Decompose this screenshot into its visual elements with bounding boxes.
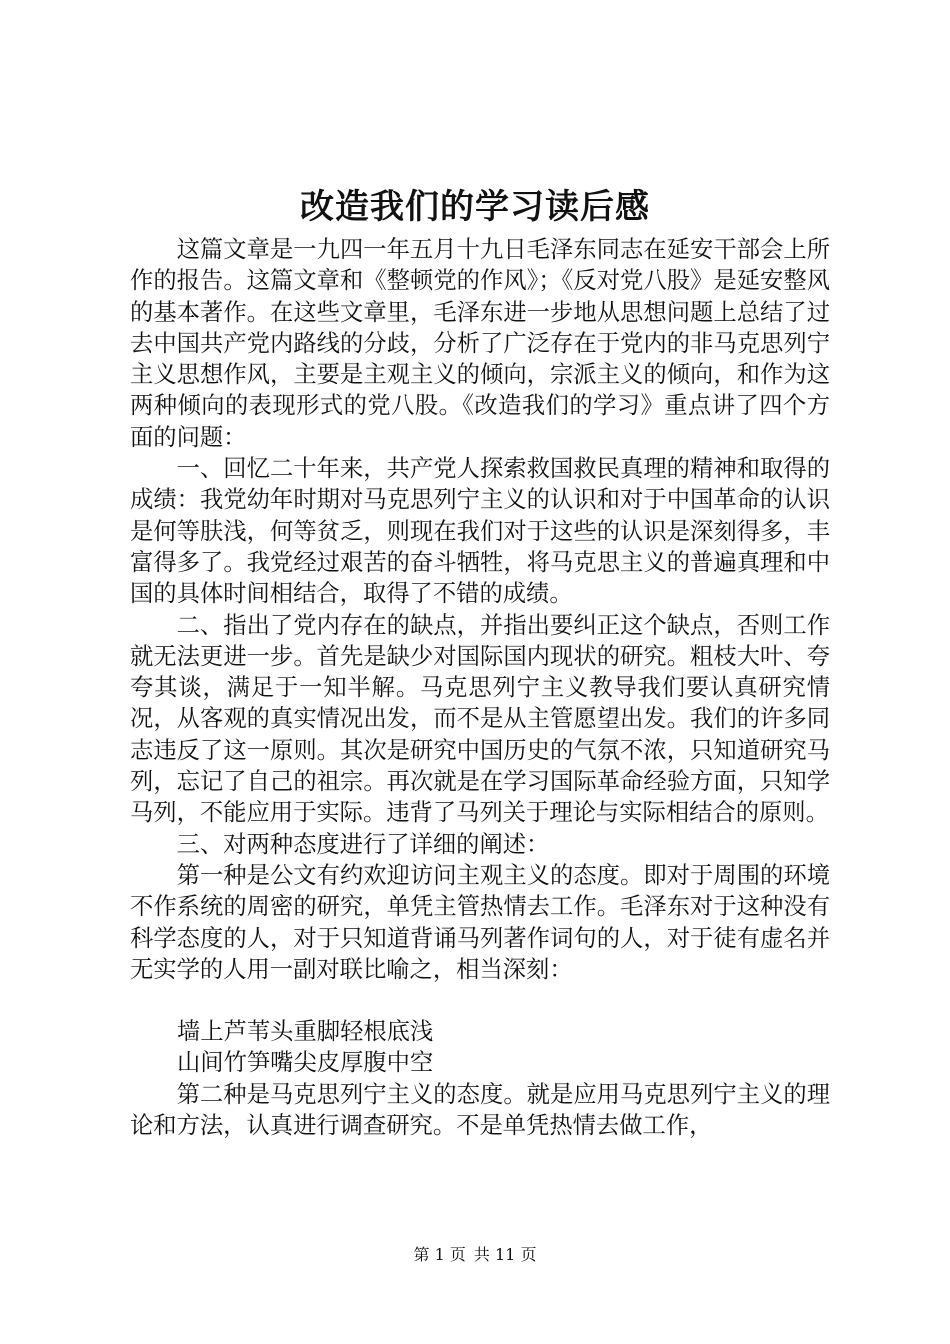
paragraph-second-attitude: 第二种是马克思列宁主义的态度。就是应用马克思列宁主义的理论和方法，认真进行调查研究。不是单凭热情去做工作， [130, 1080, 830, 1140]
document-body [130, 234, 830, 1141]
page-number: 第 1 页 [413, 1245, 466, 1264]
page-total: 共 11 页 [473, 1245, 537, 1264]
paragraph-first-attitude: 第一种是公文有约欢迎访问主观主义的态度。即对于周围的环境不作系统的周密的研究，单凭主管热情去工作。毛泽东对于这种没有科学态度的人，对于只知道背诵马列著作词句的人，对于徒有虚名并无实学的人用一副对联比喻之，相当深刻： [130, 861, 830, 983]
page-footer [0, 1244, 950, 1266]
paragraph-point-two: 二、指出了党内存在的缺点，并指出要纠正这个缺点，否则工作就无法更进一步。首先是缺少对国际国内现状的研究。粗枝大叶、夸夸其谈，满足于一知半解。马克思列宁主义教导我们要认真研究情况，从客观的真实情况出发，而不是从主管愿望出发。我们的许多同志违反了这一原则。其次是研究中国历史的气氛不浓，只知道研究马列，忘记了自己的祖宗。再次就是在学习国际革命经验方面，只知学马列，不能应用于实际。违背了马列关于理论与实际相结合的原则。 [130, 611, 830, 827]
couplet-line-second: 山间竹笋嘴尖皮厚腹中空 [177, 1049, 434, 1077]
paragraph-intro: 这篇文章是一九四一年五月十九日毛泽东同志在延安干部会上所作的报告。这篇文章和《整顿党的作风》；《反对党八股》是延安整风的基本著作。在这些文章里，毛泽东进一步地从思想问题上总结了过去中国共产党内路线的分歧，分析了广泛存在于党内的非马克思列宁主义思想作风，主要是主观主义的倾向，宗派主义的倾向，和作为这两种倾向的表现形式的党八股。《改造我们的学习》重点讲了四个方面的问题： [130, 236, 830, 451]
document-title: 改造我们的学习读后感 [300, 187, 650, 227]
paragraph-point-three: 三、对两种态度进行了详细的阐述： [176, 830, 550, 858]
couplet-line-first: 墙上芦苇头重脚轻根底浅 [177, 1018, 434, 1046]
paragraph-point-one: 一、回忆二十年来，共产党人探索救国救民真理的精神和取得的成绩：我党幼年时期对马克思列宁主义的认识和对于中国革命的认识是何等肤浅，何等贫乏，则现在我们对于这些的认识是深刻得多，丰富得多了。我党经过艰苦的奋斗牺牲，将马克思主义的普遍真理和中国的具体时间相结合，取得了不错的成绩。 [130, 455, 830, 608]
blank-line [130, 985, 830, 1016]
